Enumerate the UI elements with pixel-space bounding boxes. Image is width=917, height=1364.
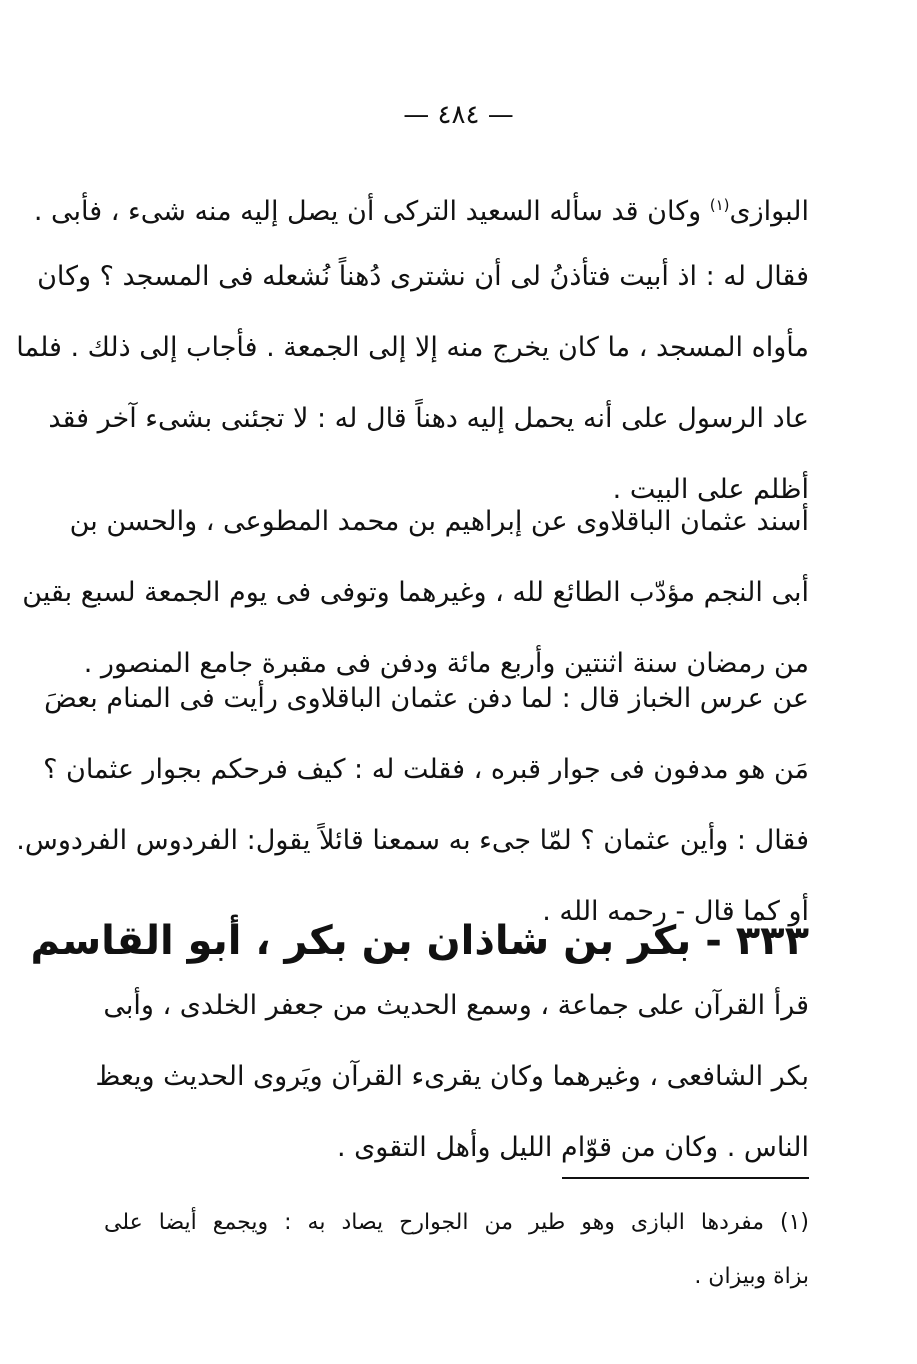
footnote-line: (١) مفردها البازى وهو طير من الجوارح يصاد به : ويجمع أيضا على bbox=[104, 1210, 809, 1235]
paragraph-line: مأواه المسجد ، ما كان يخرج منه إلا إلى الجمعة . فأجاب إلى ذلك . فلما bbox=[16, 332, 809, 363]
footnote bbox=[104, 1196, 809, 1304]
paragraph-line: من رمضان سنة اثنتين وأربع مائة ودفن فى مقبرة جامع المنصور . bbox=[83, 648, 809, 679]
paragraph-line: عن عرس الخباز قال : لما دفن عثمان الباقلاوى رأيت فى المنام بعضَ bbox=[44, 683, 809, 714]
entry-heading: ٣٣٣ - بكر بن شاذان بن بكر ، أبو القاسم bbox=[30, 918, 809, 964]
paragraph-line: عاد الرسول على أنه يحمل إليه دهناً قال له : لا تجئنى بشىء آخر فقد bbox=[48, 403, 809, 434]
paragraph-line: بكر الشافعى ، وغيرهما وكان يقرىء القرآن ويَروى الحديث ويعظ bbox=[95, 1061, 809, 1092]
paragraph-line: أو كما قال - رحمه الله . bbox=[542, 896, 809, 927]
paragraph-1 bbox=[16, 170, 809, 525]
paragraph-line: قرأ القرآن على جماعة ، وسمع الحديث من جعفر الخلدى ، وأبى bbox=[103, 990, 809, 1021]
paragraph-line: الناس . وكان من قوّام الليل وأهل التقوى . bbox=[336, 1132, 809, 1163]
paragraph-line bbox=[33, 170, 809, 241]
paragraph-line: فقال له : اذ أبيت فتأذنُ لى أن نشترى دُهناً نُشعله فى المسجد ؟ وكان bbox=[37, 261, 809, 292]
paragraph-line: مَن هو مدفون فى جوار قبره ، فقلت له : كيف فرحكم بجوار عثمان ؟ bbox=[43, 754, 809, 785]
paragraph-line: أظلم على البيت . bbox=[612, 474, 809, 505]
paragraph-line: أبى النجم مؤدّب الطائع لله ، وغيرهما وتوفى فى يوم الجمعة لسبع بقين bbox=[22, 577, 809, 608]
paragraph-line: أسند عثمان الباقلاوى عن إبراهيم بن محمد المطوعى ، والحسن بن bbox=[69, 506, 809, 537]
paragraph-4 bbox=[95, 970, 809, 1183]
paragraph-3 bbox=[16, 663, 809, 947]
page-number: — ٤٨٤ — bbox=[403, 100, 514, 130]
footnote-line: بزاة وبيزان . bbox=[694, 1264, 809, 1289]
paragraph-line: فقال : وأين عثمان ؟ لمّا جىء به سمعنا قائلاً يقول: الفردوس الفردوس. bbox=[16, 825, 809, 856]
line-text: وكان قد سأله السعيد التركى أن يصل إليه منه شىء ، فأبى . bbox=[33, 196, 702, 227]
line-text: البوازى bbox=[729, 196, 809, 227]
footnote-ref: (١) bbox=[709, 196, 730, 214]
footnote-divider bbox=[562, 1177, 809, 1179]
